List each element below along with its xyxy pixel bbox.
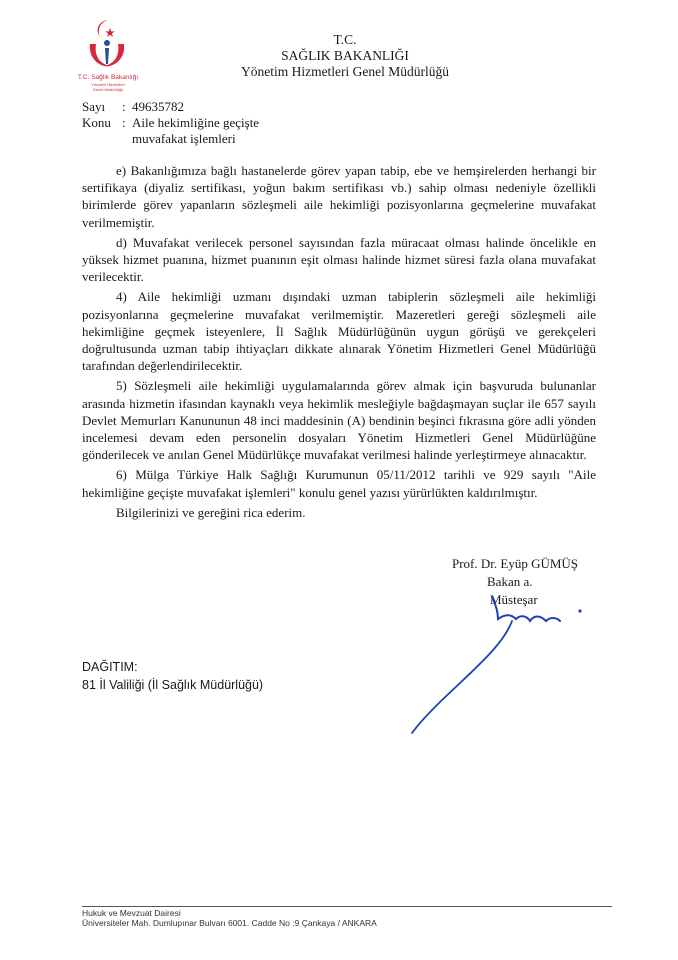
document-meta: Sayı : 49635782 Konu : Aile hekimliğine geçişte muvafakat işlemleri bbox=[82, 99, 260, 146]
logo-subtitle-line2: Genel Müdürlüğü bbox=[92, 86, 124, 92]
paragraph-4: 4) Aile hekimliği uzmanı dışındaki uzman tabiplerin sözleşmeli aile hekimliği pozisyonlarına geçmelerine muvafakat verilmemiştir. Mazeretleri gereği sözleşmeli aile hekimliğine geçmek isteyenlere, İl Sağlık Müdürlüğünün uygun görüşü ve gerekçeleri doğrultusunda uzman tabip ihtiyaçları dikkate alınarak Yönetim Hizmetleri Genel Müdürlüğü tarafından değerlendirilecektir. bbox=[82, 289, 596, 374]
paragraph-6: 6) Mülga Türkiye Halk Sağlığı Kurumunun 05/11/2012 tarihli ve 929 sayılı "Aile hekimliğine geçişte muvafakat işlemleri" konulu genel yazısı yürürlükten kaldırılmıştır. bbox=[82, 467, 596, 500]
ministry-logo bbox=[70, 14, 146, 100]
letter-body bbox=[82, 162, 596, 524]
konu-value-line1: Aile hekimliğine geçişte bbox=[132, 115, 260, 130]
signatory-on-behalf: Bakan a. bbox=[487, 574, 533, 589]
footer-address: Üniversiteler Mah. Dumlupınar Bulvarı 6001. Cadde No :9 Çankaya / ANKARA bbox=[82, 918, 377, 928]
logo-subtitle-line1: Yönetim Hizmetleri bbox=[91, 82, 125, 87]
signatory-title: Müsteşar bbox=[490, 592, 538, 607]
paragraph-e: e) Bakanlığımıza bağlı hastanelerde görev yapan tabip, ebe ve hemşirelerden herhangi bir sertifikaya (diyaliz sertifikası, yoğun bakım sertifikası vb.) sahip olması nedeniyle özellikli birimlerde görev yapanların sözleşmeli aile hekimliği pozisyonlarına geçmelerine muvafakat verilmemiştir. bbox=[82, 163, 596, 230]
letterhead bbox=[200, 32, 490, 80]
paragraph-5: 5) Sözleşmeli aile hekimliği uygulamalarında görev almak için başvuruda bulunanlar arasında hizmetin ifasından kaynaklı veya hekimlik mesleğiyle bağdaşmayan suçlar ile 657 sayılı Devlet Memurları Kanununun 48 inci maddesinin (A) bendinin beşinci fıkrasına göre adli yönden incelemesi devam eden personelin dosyaları Yönetim Hizmetleri Genel Müdürlüğüne gönderilecek ve anılan Genel Müdürlükçe muvafakat verilmesi halinde yerleştirmeye alınacaktır. bbox=[82, 378, 596, 463]
letterhead-ministry: SAĞLIK BAKANLIĞI bbox=[281, 48, 409, 63]
distribution bbox=[82, 658, 263, 694]
distribution-recipient: 81 İl Valiliği (İl Sağlık Müdürlüğü) bbox=[82, 678, 264, 692]
konu-label: Konu bbox=[82, 115, 111, 130]
signatory-name: Prof. Dr. Eyüp GÜMÜŞ bbox=[452, 556, 579, 571]
sayi-value: 49635782 bbox=[132, 99, 184, 114]
handwritten-signature bbox=[400, 585, 600, 735]
ministry-emblem-icon bbox=[70, 14, 146, 74]
konu-value bbox=[132, 115, 259, 147]
letterhead-line1: T.C. bbox=[333, 32, 357, 47]
logo-name: T.C. Sağlık Bakanlığı bbox=[77, 74, 139, 81]
footer-divider bbox=[82, 906, 612, 907]
konu-value-line2: muvafakat işlemleri bbox=[132, 131, 236, 146]
footer bbox=[82, 908, 377, 928]
letterhead-directorate: Yönetim Hizmetleri Genel Müdürlüğü bbox=[240, 64, 450, 79]
paragraph-d: d) Muvafakat verilecek personel sayısından fazla müracaat olması halinde öncelikle en yüksek hizmet puanına, hizmet puanının eşit olması halinde hizmet süresi fazla olana muvafakat verilecektir. bbox=[82, 234, 596, 285]
logo-subtitle bbox=[70, 83, 146, 92]
sayi-label: Sayı bbox=[82, 99, 106, 114]
footer-department: Hukuk ve Mevzuat Dairesi bbox=[82, 908, 181, 918]
distribution-label: DAĞITIM: bbox=[82, 660, 138, 674]
closing-sentence: Bilgilerinizi ve gereğini rica ederim. bbox=[116, 504, 306, 520]
